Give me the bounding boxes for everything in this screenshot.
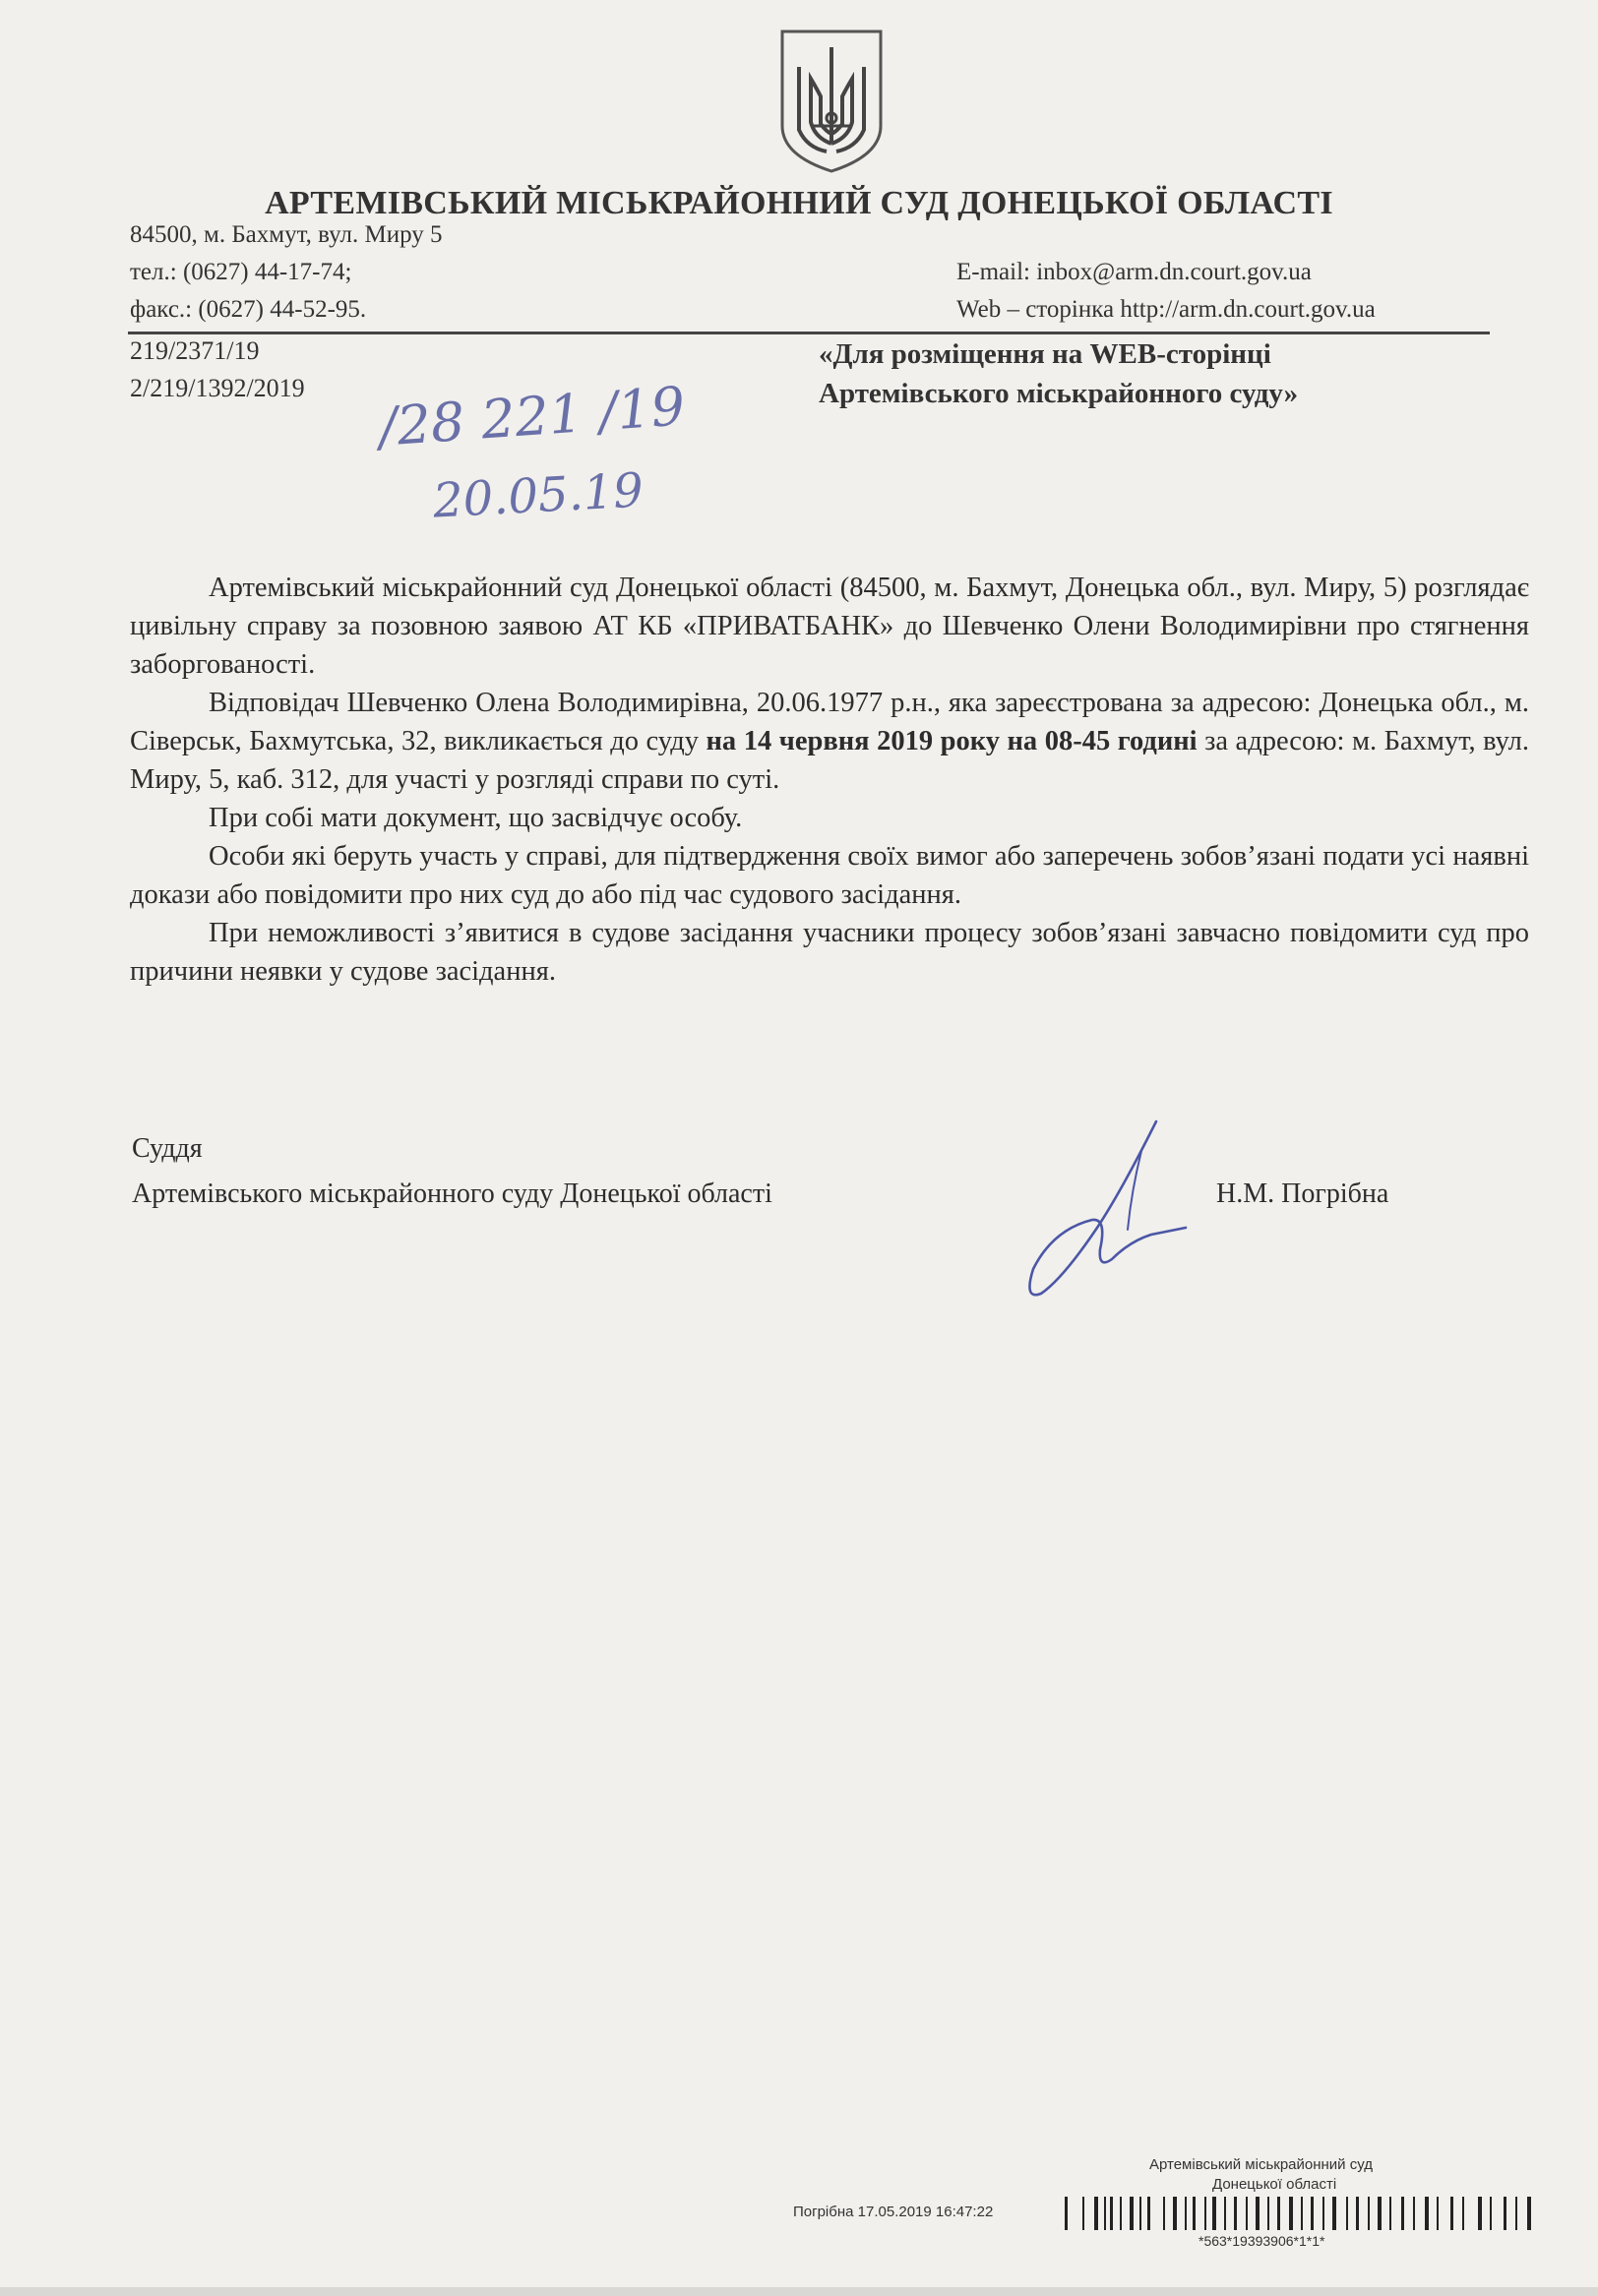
court-phone: тел.: (0627) 44-17-74; xyxy=(130,259,352,285)
web-note-line-1: «Для розміщення на WEB-сторінці xyxy=(819,338,1271,370)
hearing-date-time: на 14 червня 2019 року на 08-45 годині xyxy=(706,726,1198,756)
page-bottom-edge xyxy=(0,2287,1598,2296)
judge-signature xyxy=(1004,1112,1220,1308)
court-fax: факс.: (0627) 44-52-95. xyxy=(130,296,367,323)
body-paragraph-4: Особи які беруть участь у справі, для підтвердження своїх вимог або заперечень зобов’язані подати усі наявні докази або повідомити про них суд до або під час судового засідання. xyxy=(130,841,1529,910)
handwritten-registration-date: 20.05.19 xyxy=(431,462,645,529)
registration-stamp: Погрібна 17.05.2019 16:47:22 xyxy=(793,2204,994,2220)
p2-text-before: Відповідач Шевченко Олена Володимирівна, 20.06.1977 р.н., яка зареєстрована за адресою: Донецька обл., м. Сіверськ, Бахмутська, 32, викликається до суду xyxy=(130,688,1529,756)
body-paragraph-3: При собі мати документ, що засвідчує особу. xyxy=(209,803,743,833)
stamp-court-line-2: Донецької області xyxy=(1212,2176,1337,2193)
body-paragraph-1: Артемівський міськрайонний суд Донецької області (84500, м. Бахмут, Донецька обл., вул. Миру, 5) розглядає цивільну справу за позовною заявою АТ КБ «ПРИВАТБАНК» до Шевченко Олени Володимирівни про стягнення заборгованості. xyxy=(130,573,1529,680)
p2-text-after: за адресою: м. Бахмут, вул. Миру, 5, каб. 312, для участі у розгляді справи по суті. xyxy=(130,726,1529,795)
web-note-line-2: Артемівського міськрайонного суду» xyxy=(819,378,1299,409)
judge-court: Артемівського міськрайонного суду Донецької області xyxy=(132,1178,772,1209)
web-publication-note xyxy=(819,334,1448,413)
judge-title: Суддя xyxy=(132,1133,203,1164)
barcode-icon xyxy=(1065,2197,1537,2230)
barcode-number: *563*19393906*1*1* xyxy=(1198,2233,1325,2249)
handwritten-registration-number: /28 221 /19 xyxy=(377,375,688,458)
court-website: Web – сторінка http://arm.dn.court.gov.ua xyxy=(956,296,1376,323)
court-name: АРТЕМІВСЬКИЙ МІСЬКРАЙОННИЙ СУД ДОНЕЦЬКОЇ ОБЛАСТІ xyxy=(265,185,1333,221)
body-paragraph-5: При неможливості з’явитися в судове засідання учасники процесу зобов’язані завчасно повідомити суд про причини неявки у судове засідання. xyxy=(130,918,1529,987)
court-address: 84500, м. Бахмут, вул. Миру 5 xyxy=(130,221,443,248)
case-number: 219/2371/19 xyxy=(130,336,260,365)
judge-name: Н.М. Погрібна xyxy=(1216,1178,1389,1209)
stamp-court-line-1: Артемівський міськрайонний суд xyxy=(1149,2156,1373,2173)
court-email: E-mail: inbox@arm.dn.court.gov.ua xyxy=(956,259,1312,285)
coat-of-arms-icon xyxy=(777,28,886,175)
proceeding-number: 2/219/1392/2019 xyxy=(130,374,305,402)
body-paragraph-2 xyxy=(130,684,1529,799)
document-body xyxy=(130,569,1529,991)
